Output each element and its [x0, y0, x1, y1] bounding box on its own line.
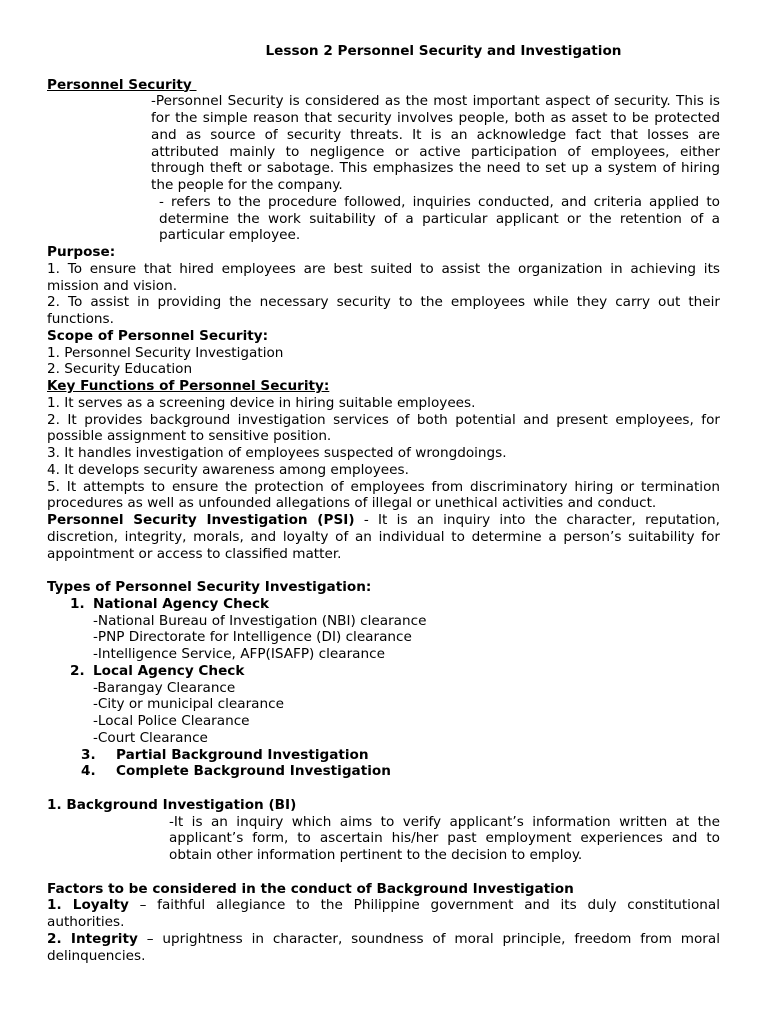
type-sub-item: -Intelligence Service, AFP(ISAFP) clearance	[93, 646, 385, 662]
purpose-item: 2. To assist in providing the necessary security to the employees while they carry out their functions.	[47, 294, 720, 327]
key-function-item: 1. It serves as a screening device in hiring suitable employees.	[47, 394, 476, 411]
factor-item: 1. Loyalty – faithful allegiance to the Philippine government and its duly constitutional authorities.	[47, 897, 725, 930]
purpose-heading: Purpose:	[47, 244, 116, 260]
scope-item: 2. Security Education	[47, 361, 193, 378]
key-functions-heading: Key Functions of Personnel Security:	[47, 378, 330, 394]
personnel-security-heading: Personnel Security	[47, 76, 197, 93]
type-sub-item: -National Bureau of Investigation (NBI) clearance	[93, 612, 427, 629]
type-sub-item: -Local Police Clearance	[93, 713, 250, 729]
scope-heading: Scope of Personnel Security:	[47, 327, 269, 344]
personnel-security-paragraph: -Personnel Security is considered as the most important aspect of security. This is for the simple reason that security involves people, both as asset to be protected and as source of security threats. It is an acknowledge fact that losses are attributed mainly to negligence or active participation of employees, either through theft or sabotage. This emphasizes the need to set up a system of hiring the people for the company.	[151, 93, 720, 193]
psi-definition: - It is an inquiry into the character, reputation, discretion, integrity, morals, and loyalty of an individual to determine a person’s suitability for appointment or access to classified matter.	[47, 512, 725, 562]
type-sub-item: -PNP Directorate for Intelligence (DI) clearance	[93, 629, 412, 646]
type-sub-item: -City or municipal clearance	[93, 696, 284, 713]
key-function-item: 2. It provides background investigation services of both potential and present employees, for possible assignment to sensitive position.	[47, 411, 720, 445]
type-national-agency-check: 1. National Agency Check	[70, 595, 270, 612]
scope-item: 1. Personnel Security Investigation	[47, 344, 284, 361]
factors-heading: Factors to be considered in the conduct of Background Investigation	[47, 880, 574, 897]
type-local-agency-check: 2. Local Agency Check	[70, 662, 245, 679]
types-heading: Types of Personnel Security Investigation:	[47, 579, 372, 595]
document-page	[47, 43, 725, 964]
bi-heading: 1. Background Investigation (BI)	[47, 796, 297, 813]
key-function-item: 3. It handles investigation of employees suspected of wrongdoings.	[47, 445, 507, 461]
purpose-item: 1. To ensure that hired employees are best suited to assist the organization in achieving its mission and vision.	[47, 260, 720, 294]
key-function-item: 5. It attempts to ensure the protection of employees from discriminatory hiring or termination procedures as well as unfounded allegations of illegal or unethical activities and conduct.	[47, 478, 720, 512]
page-title: Lesson 2 Personnel Security and Investigation	[265, 43, 622, 59]
personnel-security-definition: - refers to the procedure followed, inquiries conducted, and criteria applied to determine the work suitability of a particular applicant or the retention of a particular employee.	[159, 193, 720, 244]
psi-term: Personnel Security Investigation (PSI)	[47, 512, 355, 528]
type-partial-background: 3. Partial Background Investigation	[81, 746, 369, 763]
type-complete-background: 4. Complete Background Investigation	[81, 763, 391, 780]
key-function-item: 4. It develops security awareness among employees.	[47, 461, 409, 478]
bi-paragraph: -It is an inquiry which aims to verify applicant’s information written at the applicant’s form, to ascertain his/her past employment experiences and to obtain other information pertinent to the decision to employ.	[169, 813, 720, 863]
psi-paragraph	[47, 512, 725, 562]
factor-item: 2. Integrity – uprightness in character, soundness of moral principle, freedom from moral delinquencies.	[47, 930, 725, 964]
type-sub-item: -Barangay Clearance	[93, 679, 236, 696]
type-sub-item: -Court Clearance	[93, 729, 208, 746]
